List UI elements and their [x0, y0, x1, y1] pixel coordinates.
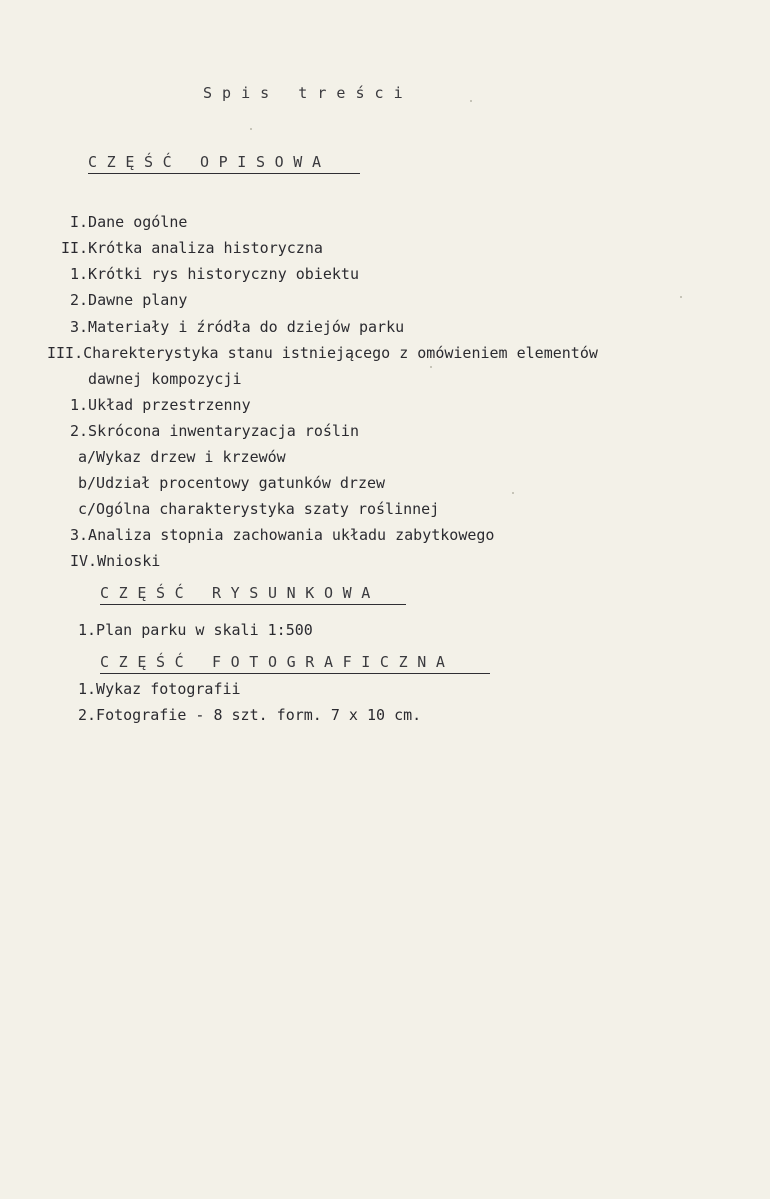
toc-item: 1.Wykaz fotografii [78, 680, 241, 698]
paper-speck [470, 100, 472, 102]
toc-item: 3.Analiza stopnia zachowania układu zabytkowego [70, 526, 495, 544]
section-heading-rysunkowa: C Z Ę Ś Ć R Y S U N K O W A [100, 584, 406, 602]
toc-item: 1.Plan parku w skali 1:500 [78, 621, 313, 639]
section-heading-opisowa: C Z Ę Ś Ć O P I S O W A [88, 153, 360, 171]
toc-item: 1.Układ przestrzenny [70, 396, 251, 414]
paper-speck [680, 296, 682, 298]
toc-item-continuation: dawnej kompozycji [88, 370, 242, 388]
toc-item: I.Dane ogólne [70, 213, 188, 231]
section-heading-fotograficzna: C Z Ę Ś Ć F O T O G R A F I C Z N A [100, 653, 490, 671]
toc-item: 1.Krótki rys historyczny obiektu [70, 265, 359, 283]
toc-item: 2.Fotografie - 8 szt. form. 7 x 10 cm. [78, 706, 422, 724]
toc-subitem: b/Udział procentowy gatunków drzew [78, 474, 386, 492]
toc-item: II.Krótka analiza historyczna [61, 239, 323, 257]
toc-item: IV.Wnioski [70, 552, 161, 570]
toc-subitem: c/Ogólna charakterystyka szaty roślinnej [78, 500, 440, 518]
toc-subitem: a/Wykaz drzew i krzewów [78, 448, 286, 466]
toc-item: 2.Dawne plany [70, 291, 188, 309]
toc-item: 3.Materiały i źródła do dziejów parku [70, 318, 405, 336]
toc-item: III.Charekterystyka stanu istniejącego z omówieniem elementów [47, 344, 598, 362]
paper-speck [250, 128, 252, 130]
page-title: S p i s t r e ś c i [203, 84, 404, 102]
paper-speck [430, 366, 432, 368]
toc-item: 2.Skrócona inwentaryzacja roślin [70, 422, 359, 440]
paper-speck [512, 492, 514, 494]
